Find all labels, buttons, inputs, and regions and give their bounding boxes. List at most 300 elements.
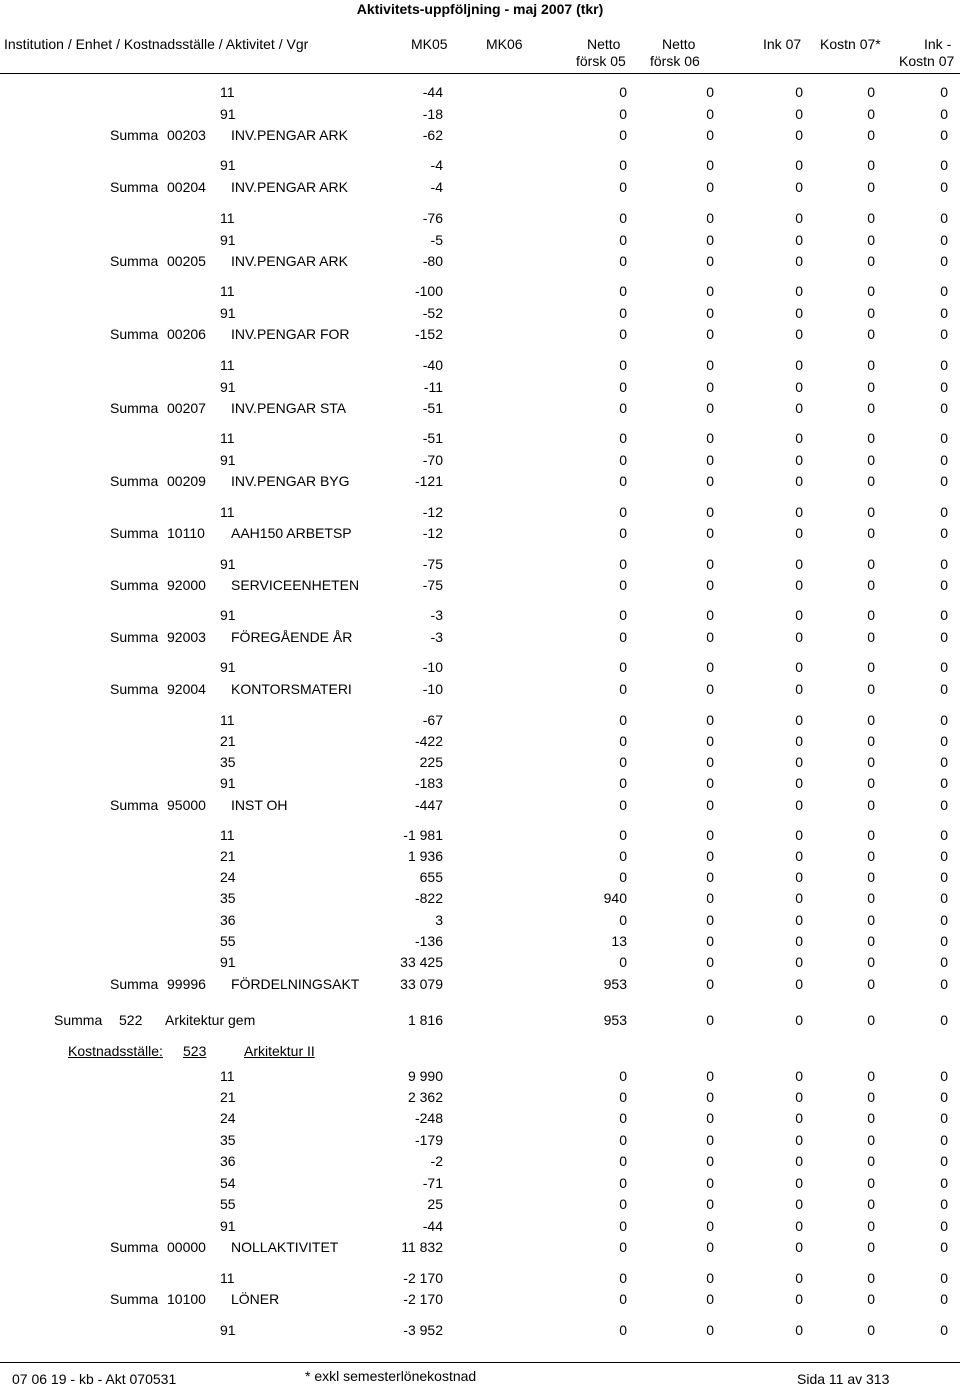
row-activity: 24 [220, 869, 236, 885]
row-netto06: 0 [706, 283, 714, 299]
row-mk05: -4 [430, 179, 443, 195]
row-netto05: 0 [619, 379, 627, 395]
row-mk05: -2 170 [403, 1291, 443, 1307]
row-kostn07: 0 [867, 1110, 875, 1126]
row-netto06: 0 [706, 1218, 714, 1234]
total-name: Arkitektur gem [165, 1012, 256, 1028]
row-mk05: -52 [422, 305, 443, 321]
row-ink-kostn: 0 [940, 127, 948, 143]
row-netto05: 0 [619, 681, 627, 697]
row-ink07: 0 [795, 577, 803, 593]
row-kostn07: 0 [867, 326, 875, 342]
row-ink07: 0 [795, 430, 803, 446]
row-kostn07: 0 [867, 556, 875, 572]
row-netto06: 0 [706, 1153, 714, 1169]
row-mk05: 3 [435, 912, 443, 928]
header-ink07: Ink 07 [763, 36, 802, 52]
row-kostn07: 0 [867, 305, 875, 321]
summary-row [0, 974, 960, 994]
row-ink-kostn: 0 [940, 681, 948, 697]
row-id: 00204 [167, 179, 206, 195]
row-ink-kostn: 0 [940, 1239, 948, 1255]
row-netto05: 0 [619, 452, 627, 468]
summary-row [0, 251, 960, 271]
summary-row [0, 398, 960, 418]
row-id: 92004 [167, 681, 206, 697]
row-mk05: -121 [414, 473, 443, 489]
row-ink-kostn: 0 [940, 659, 948, 675]
row-activity: 91 [220, 775, 236, 791]
row-summa-label: Summa [110, 797, 159, 813]
total-mk05: 1 816 [407, 1012, 443, 1028]
row-kostn07: 0 [867, 954, 875, 970]
row-kostn07: 0 [867, 357, 875, 373]
row-ink07: 0 [795, 1068, 803, 1084]
row-netto06: 0 [706, 84, 714, 100]
row-netto06: 0 [706, 1068, 714, 1084]
table-row [0, 773, 960, 793]
row-activity: 91 [220, 659, 236, 675]
table-row [0, 208, 960, 228]
row-name: INV.PENGAR BYG [231, 473, 350, 489]
kostnadsstalle-name: Arkitektur II [244, 1043, 315, 1059]
row-activity: 91 [220, 452, 236, 468]
row-ink07: 0 [795, 797, 803, 813]
row-ink-kostn: 0 [940, 84, 948, 100]
row-mk05: -44 [422, 1218, 443, 1234]
row-activity: 11 [220, 283, 235, 299]
row-summa-label: Summa [110, 629, 159, 645]
row-netto06: 0 [706, 754, 714, 770]
row-ink-kostn: 0 [940, 754, 948, 770]
row-ink07: 0 [795, 1196, 803, 1212]
row-kostn07: 0 [867, 473, 875, 489]
row-netto06: 0 [706, 326, 714, 342]
row-kostn07: 0 [867, 827, 875, 843]
row-netto06: 0 [706, 1132, 714, 1148]
table-row [0, 281, 960, 301]
row-ink-kostn: 0 [940, 326, 948, 342]
row-netto05: 0 [619, 848, 627, 864]
row-netto06: 0 [706, 912, 714, 928]
row-mk05: -3 952 [403, 1322, 443, 1338]
row-mk05: -248 [414, 1110, 443, 1126]
row-kostn07: 0 [867, 430, 875, 446]
header-ink-kostn-line1: Ink - [924, 36, 952, 52]
row-netto05: 0 [619, 157, 627, 173]
row-ink-kostn: 0 [940, 430, 948, 446]
row-netto06: 0 [706, 954, 714, 970]
row-netto05: 0 [619, 1196, 627, 1212]
row-activity: 36 [220, 1153, 236, 1169]
row-netto06: 0 [706, 890, 714, 906]
row-kostn07: 0 [867, 712, 875, 728]
row-netto06: 0 [706, 253, 714, 269]
row-netto06: 0 [706, 179, 714, 195]
total-netto06: 0 [706, 1012, 714, 1028]
row-netto06: 0 [706, 379, 714, 395]
table-row [0, 1320, 960, 1340]
row-ink-kostn: 0 [940, 1153, 948, 1169]
row-kostn07: 0 [867, 775, 875, 791]
row-ink07: 0 [795, 1089, 803, 1105]
row-ink-kostn: 0 [940, 106, 948, 122]
row-mk05: -183 [414, 775, 443, 791]
row-netto06: 0 [706, 232, 714, 248]
summary-row [0, 795, 960, 815]
row-ink07: 0 [795, 1175, 803, 1191]
row-name: KONTORSMATERI [231, 681, 352, 697]
row-ink-kostn: 0 [940, 525, 948, 541]
row-netto06: 0 [706, 504, 714, 520]
row-kostn07: 0 [867, 379, 875, 395]
row-netto05: 0 [619, 733, 627, 749]
row-ink-kostn: 0 [940, 379, 948, 395]
row-mk05: -100 [414, 283, 443, 299]
row-ink-kostn: 0 [940, 253, 948, 269]
row-mk05: 33 079 [400, 976, 443, 992]
row-name: INV.PENGAR ARK [231, 179, 348, 195]
row-mk05: -3 [430, 607, 443, 623]
row-netto05: 0 [619, 775, 627, 791]
row-mk05: -80 [422, 253, 443, 269]
page-footer [0, 1370, 960, 1388]
row-netto06: 0 [706, 1175, 714, 1191]
row-ink07: 0 [795, 556, 803, 572]
row-netto05: 0 [619, 1110, 627, 1126]
row-ink07: 0 [795, 179, 803, 195]
row-summa-label: Summa [110, 400, 159, 416]
row-activity: 21 [220, 848, 236, 864]
row-kostn07: 0 [867, 400, 875, 416]
total-ink-kostn: 0 [940, 1012, 948, 1028]
row-ink07: 0 [795, 681, 803, 697]
row-name: INV.PENGAR FOR [231, 326, 350, 342]
row-mk05: -51 [422, 430, 443, 446]
row-id: 10110 [167, 525, 205, 541]
summary-row [0, 177, 960, 197]
row-activity: 91 [220, 1218, 236, 1234]
row-kostn07: 0 [867, 577, 875, 593]
row-netto06: 0 [706, 607, 714, 623]
row-mk05: -75 [422, 556, 443, 572]
row-mk05: -136 [414, 933, 443, 949]
summary-row [0, 575, 960, 595]
row-netto05: 0 [619, 504, 627, 520]
row-netto06: 0 [706, 933, 714, 949]
table-row [0, 752, 960, 772]
row-activity: 91 [220, 305, 236, 321]
row-netto06: 0 [706, 357, 714, 373]
row-netto06: 0 [706, 127, 714, 143]
row-ink-kostn: 0 [940, 912, 948, 928]
footer-rule [0, 1362, 960, 1363]
row-netto05: 0 [619, 127, 627, 143]
row-activity: 24 [220, 1110, 236, 1126]
row-ink-kostn: 0 [940, 577, 948, 593]
row-netto05: 0 [619, 607, 627, 623]
row-name: LÖNER [231, 1291, 280, 1307]
row-ink07: 0 [795, 106, 803, 122]
row-kostn07: 0 [867, 848, 875, 864]
row-kostn07: 0 [867, 157, 875, 173]
row-mk05: -3 [430, 629, 443, 645]
row-summa-label: Summa [110, 1291, 159, 1307]
row-ink07: 0 [795, 869, 803, 885]
footer-note: * exkl semesterlönekostnad [305, 1368, 477, 1384]
row-kostn07: 0 [867, 525, 875, 541]
row-ink07: 0 [795, 210, 803, 226]
header-rule [0, 73, 960, 74]
row-name: INV.PENGAR STA [231, 400, 347, 416]
row-netto05: 0 [619, 827, 627, 843]
row-ink-kostn: 0 [940, 1132, 948, 1148]
row-ink-kostn: 0 [940, 797, 948, 813]
row-netto05: 0 [619, 84, 627, 100]
row-netto05: 940 [603, 890, 627, 906]
summary-row [0, 1289, 960, 1309]
row-netto05: 0 [619, 556, 627, 572]
table-row [0, 825, 960, 845]
row-name: SERVICEENHETEN [231, 577, 360, 593]
row-ink07: 0 [795, 754, 803, 770]
row-id: 99996 [167, 976, 206, 992]
row-netto06: 0 [706, 106, 714, 122]
row-ink07: 0 [795, 629, 803, 645]
row-kostn07: 0 [867, 733, 875, 749]
table-row [0, 377, 960, 397]
table-row [0, 846, 960, 866]
row-kostn07: 0 [867, 890, 875, 906]
total-ink07: 0 [795, 1012, 803, 1028]
row-mk05: -44 [422, 84, 443, 100]
row-mk05: 9 990 [407, 1068, 443, 1084]
row-activity: 11 [220, 430, 235, 446]
row-ink-kostn: 0 [940, 1068, 948, 1084]
row-ink07: 0 [795, 379, 803, 395]
total-label: Summa [54, 1012, 103, 1028]
row-ink07: 0 [795, 607, 803, 623]
row-activity: 35 [220, 890, 236, 906]
row-netto05: 0 [619, 305, 627, 321]
row-mk05: -18 [422, 106, 443, 122]
footer-page: Sida 11 av 313 [797, 1371, 890, 1387]
row-mk05: -5 [430, 232, 443, 248]
row-netto06: 0 [706, 1196, 714, 1212]
row-netto06: 0 [706, 659, 714, 675]
row-mk05: -1 981 [403, 827, 443, 843]
row-netto05: 0 [619, 473, 627, 489]
row-ink-kostn: 0 [940, 1089, 948, 1105]
row-id: 10100 [167, 1291, 206, 1307]
row-netto06: 0 [706, 1110, 714, 1126]
row-netto05: 0 [619, 1153, 627, 1169]
row-kostn07: 0 [867, 659, 875, 675]
row-kostn07: 0 [867, 1270, 875, 1286]
row-netto05: 0 [619, 659, 627, 675]
row-activity: 11 [220, 84, 235, 100]
row-kostn07: 0 [867, 607, 875, 623]
row-kostn07: 0 [867, 504, 875, 520]
row-activity: 11 [220, 712, 235, 728]
table-row [0, 952, 960, 972]
row-kostn07: 0 [867, 283, 875, 299]
row-mk05: -67 [422, 712, 443, 728]
table-row [0, 502, 960, 522]
row-ink-kostn: 0 [940, 1110, 948, 1126]
row-activity: 91 [220, 1322, 236, 1338]
row-mk05: -4 [430, 157, 443, 173]
row-netto06: 0 [706, 827, 714, 843]
row-ink07: 0 [795, 84, 803, 100]
row-ink07: 0 [795, 473, 803, 489]
table-row [0, 1194, 960, 1214]
summary-row [0, 523, 960, 543]
row-netto06: 0 [706, 525, 714, 541]
row-id: 00205 [167, 253, 206, 269]
row-mk05: -76 [422, 210, 443, 226]
table-row [0, 1108, 960, 1128]
row-netto06: 0 [706, 210, 714, 226]
row-kostn07: 0 [867, 1175, 875, 1191]
row-activity: 36 [220, 912, 236, 928]
row-ink07: 0 [795, 933, 803, 949]
row-netto06: 0 [706, 681, 714, 697]
total-id: 522 [119, 1012, 143, 1028]
row-ink07: 0 [795, 1153, 803, 1169]
row-id: 00209 [167, 473, 206, 489]
total-netto05: 953 [603, 1012, 627, 1028]
row-summa-label: Summa [110, 976, 159, 992]
row-mk05: -40 [422, 357, 443, 373]
row-ink-kostn: 0 [940, 504, 948, 520]
row-mk05: -11 [423, 379, 443, 395]
row-summa-label: Summa [110, 525, 159, 541]
row-ink07: 0 [795, 890, 803, 906]
row-name: NOLLAKTIVITET [231, 1239, 339, 1255]
row-netto05: 0 [619, 577, 627, 593]
row-ink-kostn: 0 [940, 869, 948, 885]
footer-left: 07 06 19 - kb - Akt 070531 [12, 1371, 177, 1387]
row-summa-label: Summa [110, 473, 159, 489]
row-mk05: 33 425 [400, 954, 443, 970]
row-summa-label: Summa [110, 127, 159, 143]
header-netto06-line2: försk 06 [650, 53, 700, 69]
row-kostn07: 0 [867, 912, 875, 928]
row-kostn07: 0 [867, 1291, 875, 1307]
row-mk05: -179 [414, 1132, 443, 1148]
row-activity: 11 [220, 827, 235, 843]
row-ink07: 0 [795, 283, 803, 299]
row-ink-kostn: 0 [940, 556, 948, 572]
row-kostn07: 0 [867, 1132, 875, 1148]
row-ink07: 0 [795, 232, 803, 248]
row-netto06: 0 [706, 1089, 714, 1105]
row-ink07: 0 [795, 452, 803, 468]
row-ink07: 0 [795, 1218, 803, 1234]
row-ink-kostn: 0 [940, 283, 948, 299]
row-netto06: 0 [706, 157, 714, 173]
row-ink-kostn: 0 [940, 452, 948, 468]
row-id: 95000 [167, 797, 206, 813]
table-row [0, 867, 960, 887]
row-netto06: 0 [706, 797, 714, 813]
row-ink-kostn: 0 [940, 179, 948, 195]
row-activity: 91 [220, 232, 236, 248]
row-ink-kostn: 0 [940, 607, 948, 623]
row-netto05: 0 [619, 179, 627, 195]
row-ink07: 0 [795, 1291, 803, 1307]
row-kostn07: 0 [867, 452, 875, 468]
row-kostn07: 0 [867, 179, 875, 195]
row-activity: 35 [220, 1132, 236, 1148]
table-row [0, 710, 960, 730]
row-netto05: 0 [619, 1291, 627, 1307]
row-mk05: -62 [422, 127, 443, 143]
row-activity: 91 [220, 157, 236, 173]
row-ink-kostn: 0 [940, 1175, 948, 1191]
row-netto05: 0 [619, 210, 627, 226]
table-row [0, 1216, 960, 1236]
row-kostn07: 0 [867, 869, 875, 885]
row-ink07: 0 [795, 1322, 803, 1338]
row-ink-kostn: 0 [940, 1291, 948, 1307]
table-row [0, 731, 960, 751]
row-activity: 55 [220, 933, 236, 949]
row-ink07: 0 [795, 912, 803, 928]
row-mk05: 2 362 [407, 1089, 443, 1105]
row-kostn07: 0 [867, 1068, 875, 1084]
table-row [0, 1268, 960, 1288]
total-kostn07: 0 [867, 1012, 875, 1028]
row-ink07: 0 [795, 157, 803, 173]
row-ink07: 0 [795, 525, 803, 541]
row-activity: 91 [220, 607, 236, 623]
row-netto05: 13 [611, 933, 627, 949]
row-ink07: 0 [795, 253, 803, 269]
row-netto06: 0 [706, 400, 714, 416]
row-netto05: 0 [619, 1132, 627, 1148]
row-mk05: -70 [422, 452, 443, 468]
row-ink07: 0 [795, 1132, 803, 1148]
row-ink07: 0 [795, 305, 803, 321]
row-netto05: 0 [619, 430, 627, 446]
row-kostn07: 0 [867, 106, 875, 122]
row-mk05: -152 [414, 326, 443, 342]
table-row [0, 605, 960, 625]
row-netto05: 0 [619, 1175, 627, 1191]
row-ink-kostn: 0 [940, 712, 948, 728]
row-netto05: 0 [619, 629, 627, 645]
row-mk05: 1 936 [407, 848, 443, 864]
row-kostn07: 0 [867, 976, 875, 992]
row-kostn07: 0 [867, 681, 875, 697]
row-netto05: 0 [619, 106, 627, 122]
row-activity: 11 [220, 1068, 235, 1084]
row-mk05: -447 [414, 797, 443, 813]
row-name: AAH150 ARBETSP [231, 525, 352, 541]
row-ink07: 0 [795, 976, 803, 992]
row-netto05: 0 [619, 797, 627, 813]
row-netto05: 953 [603, 976, 627, 992]
row-ink-kostn: 0 [940, 733, 948, 749]
table-row [0, 428, 960, 448]
table-row [0, 1087, 960, 1107]
row-mk05: 225 [419, 754, 443, 770]
row-netto05: 0 [619, 326, 627, 342]
row-kostn07: 0 [867, 210, 875, 226]
row-id: 92000 [167, 577, 206, 593]
